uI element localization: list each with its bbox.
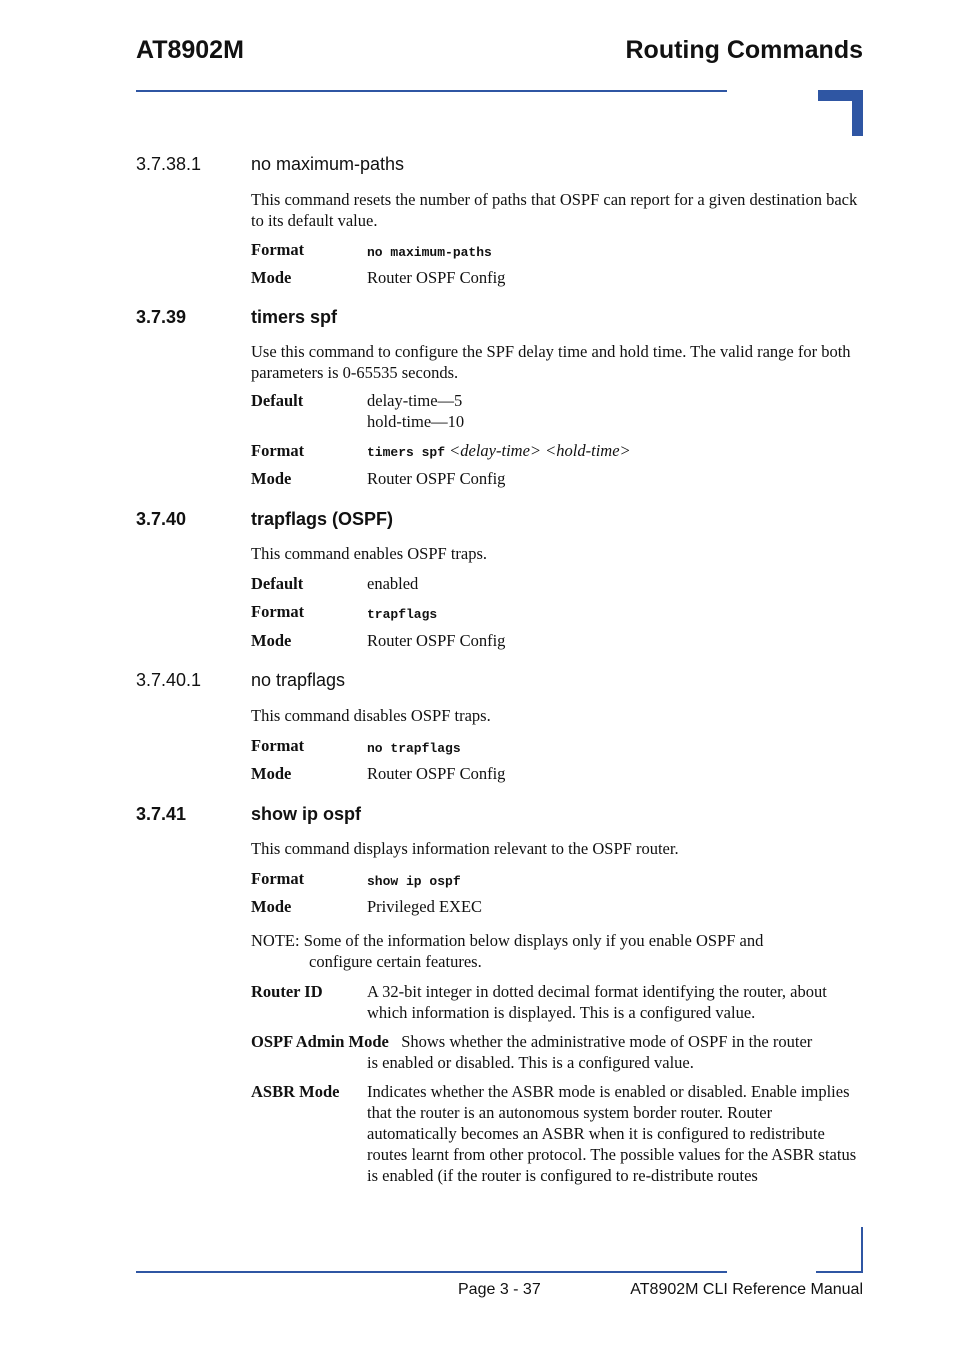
format-label: Format [251,240,305,259]
default-label: Default [251,391,304,410]
footer-corner-mark [816,1227,863,1273]
definition-text-line-2: is enabled or disabled. This is a configured value. [367,1053,694,1072]
section-title: trapflags (OSPF) [251,509,394,529]
definition-text-line-1: Shows whether the administrative mode of OSPF in the router [401,1032,813,1051]
format-command: no trapflags [367,741,461,756]
definition-term: ASBR Mode [251,1082,340,1101]
default-value-line-2: hold-time—10 [367,412,465,431]
note-block [251,930,863,972]
section-description: This command enables OSPF traps. [251,544,488,563]
section-description: This command disables OSPF traps. [251,706,491,725]
definition-term: OSPF Admin Mode [251,1032,389,1051]
mode-value: Router OSPF Config [367,764,506,783]
format-command: show ip ospf [367,874,461,889]
format-label: Format [251,441,305,460]
format-arguments: <delay-time> <hold-time> [449,441,631,460]
section-number: 3.7.40.1 [136,670,202,690]
section-description: This command displays information relevant to the OSPF router. [251,839,679,858]
note-line-1: NOTE: Some of the information below displays only if you enable OSPF and [251,931,764,950]
section-number: 3.7.38.1 [136,154,202,174]
definition-term: Router ID [251,982,323,1001]
header-product-name: AT8902M [136,36,244,64]
format-label: Format [251,736,305,755]
format-command: trapflags [367,607,438,622]
definition-first-line [251,1031,863,1052]
section-description: This command resets the number of paths that OSPF can report for a given destination back to its default value. [251,190,858,230]
definition-asbr-mode [251,1081,863,1186]
header-chapter-title: Routing Commands [625,36,863,64]
section-title: show ip ospf [251,804,361,824]
definition-ospf-admin-mode [251,1031,863,1073]
mode-value: Router OSPF Config [367,631,506,650]
section-number: 3.7.39 [136,307,187,327]
header-corner-mark [818,90,863,136]
section-heading-no-maximum-paths [136,154,404,175]
section-heading-timers-spf [136,307,337,328]
format-label: Format [251,602,305,621]
section-title: timers spf [251,307,338,327]
header-rule [136,90,727,92]
definition-router-id [251,981,863,1023]
mode-value: Privileged EXEC [367,897,483,916]
format-syntax [367,440,631,463]
mode-value: Router OSPF Config [367,268,506,287]
section-description: Use this command to configure the SPF delay time and hold time. The valid range for both parameters is 0-65535 seconds. [251,342,851,382]
definition-text: A 32-bit integer in dotted decimal format identifying the router, about which information is displayed. This is a configured value. [367,982,827,1022]
section-heading-show-ip-ospf [136,804,361,825]
section-number: 3.7.40 [136,509,187,529]
format-label: Format [251,869,305,888]
mode-label: Mode [251,631,292,650]
section-title: no trapflags [251,670,346,690]
default-value-line-1: delay-time—5 [367,391,463,410]
mode-label: Mode [251,268,292,287]
footer-rule [136,1271,727,1273]
section-number: 3.7.41 [136,804,187,824]
default-value: enabled [367,574,419,593]
section-heading-trapflags-ospf [136,509,393,530]
mode-label: Mode [251,897,292,916]
note-line-2: configure certain features. [309,952,482,971]
footer-manual-title: AT8902M CLI Reference Manual [630,1281,863,1298]
section-heading-no-trapflags [136,670,345,691]
mode-value: Router OSPF Config [367,469,506,488]
mode-label: Mode [251,764,292,783]
definition-text: Indicates whether the ASBR mode is enabled or disabled. Enable implies that the router is an autonomous system border router. Router automatically becomes an ASBR when it is configured to redistribute routes learnt from other protocol. The possible values for the ASBR status is enabled (if the router is configured to re-distribute routes [367,1082,857,1185]
mode-label: Mode [251,469,292,488]
footer-page-number: Page 3 - 37 [458,1281,541,1298]
format-command: no maximum-paths [367,245,492,260]
format-command: timers spf [367,445,446,460]
section-title: no maximum-paths [251,154,405,174]
default-label: Default [251,574,304,593]
